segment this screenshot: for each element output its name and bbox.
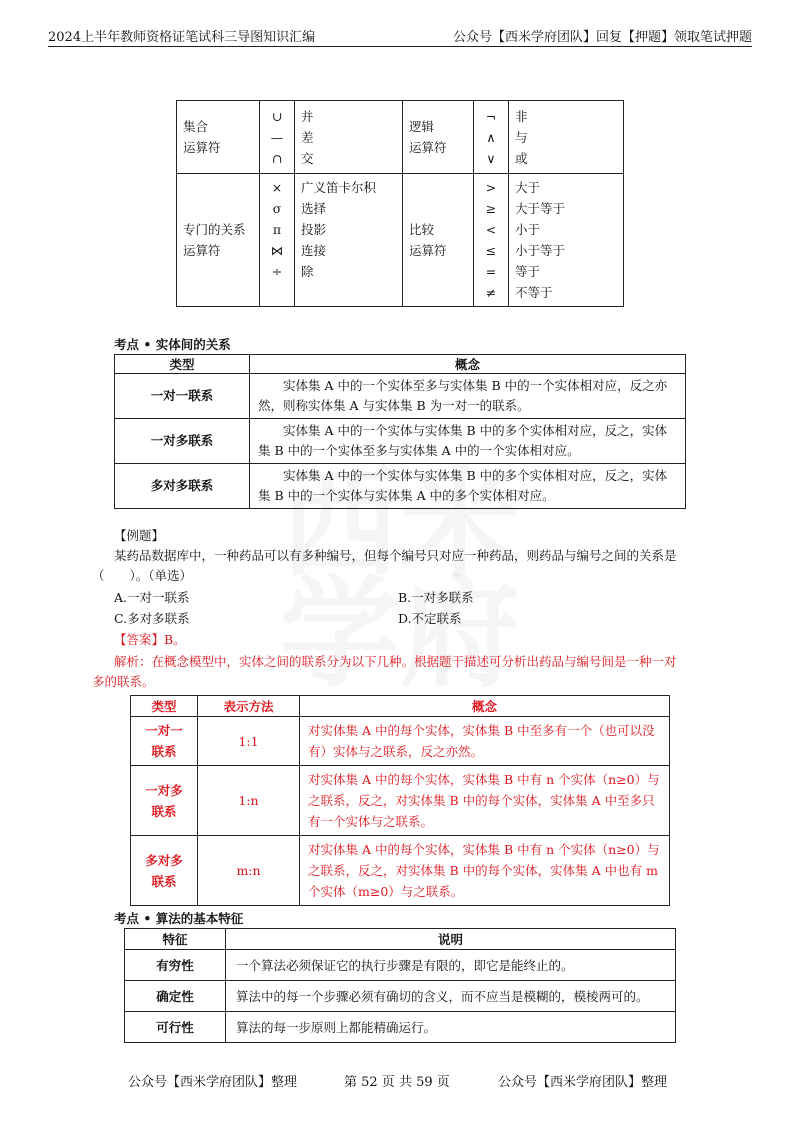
option-c: C.多对多联系 xyxy=(114,611,190,626)
option-a: A.一对一联系 xyxy=(114,590,190,605)
table-header: 类型 表示方法 概念 xyxy=(131,696,670,717)
table-header: 特征 说明 xyxy=(125,929,676,950)
logic-operator-symbols: ¬ ∧ ∨ xyxy=(474,101,509,174)
page-number: 第 52 页 共 59 页 xyxy=(344,1075,450,1090)
relation-operator-label: 专门的关系 运算符 xyxy=(177,174,260,307)
logic-operator-meanings: 非 与 或 xyxy=(509,101,624,174)
footer-right: 公众号【西米学府团队】整理 xyxy=(498,1075,668,1090)
relation-operator-symbols: × σ π ⋈ ÷ xyxy=(260,174,295,307)
page-header xyxy=(48,22,752,47)
table-row: 一对一 联系 1:1 对实体集 A 中的每个实体，实体集 B 中至多有一个（也可以没有）实体与之联系，反之亦然。 xyxy=(131,717,670,766)
logic-operator-label: 逻辑 运算符 xyxy=(403,101,474,174)
answer-text: 【答案】B。 xyxy=(114,632,186,647)
table-header: 类型 概念 xyxy=(115,355,686,374)
option-b: B.一对多联系 xyxy=(398,590,474,605)
operator-table xyxy=(176,100,624,307)
question-text: 某药品数据库中，一种药品可以有多种编号，但每个编号只对应一种药品，则药品与编号之间的关系是 xyxy=(114,548,677,563)
header-title: 2024上半年教师资格证笔试科三导图知识汇编 xyxy=(48,30,316,45)
table-row: 一对多 联系 1:n 对实体集 A 中的每个实体，实体集 B 中有 n 个实体（n≥0）与之联系，反之，对实体集 B 中的每个实体，实体集 A 中至多只有一个实体与之联系。 xyxy=(131,766,670,836)
table-row: 一对多联系 实体集 A 中的一个实体与实体集 B 中的多个实体相对应，反之，实体集 B 中的一个实体至多与实体集 A 中的一个实体相对应。 xyxy=(115,419,686,464)
entity-relation-table xyxy=(114,354,686,509)
analysis-text-cont: 多的联系。 xyxy=(92,674,155,689)
relation-operator-meanings: 广义笛卡尔积 选择 投影 连接 除 xyxy=(295,174,403,307)
set-operator-label: 集合 运算符 xyxy=(177,101,260,174)
set-operator-symbols: ∪ — ∩ xyxy=(260,101,295,174)
table-row: 确定性 算法中的每一个步骤必须有确切的含义，而不应当是模糊的，模棱两可的。 xyxy=(125,981,676,1012)
table-row xyxy=(177,174,624,307)
analysis-text: 解析：在概念模型中，实体之间的联系分为以下几种。根据题干描述可分析出药品与编号间是一种一对 xyxy=(114,654,677,669)
compare-operator-meanings: 大于 大于等于 小于 小于等于 等于 不等于 xyxy=(509,174,624,307)
table-row: 多对多联系 实体集 A 中的一个实体与实体集 B 中的多个实体相对应，反之，实体集 B 中的一个实体与实体集 A 中的多个实体相对应。 xyxy=(115,464,686,509)
table-row: 多对多 联系 m:n 对实体集 A 中的每个实体，实体集 B 中有 n 个实体（n≥0）与之联系，反之，对实体集 B 中的每个实体，实体集 A 中也有 m 个实体（m≥0）与之联系。 xyxy=(131,836,670,906)
table-row: 可行性 算法的每一步原则上都能精确运行。 xyxy=(125,1012,676,1043)
footer-left: 公众号【西米学府团队】整理 xyxy=(128,1075,298,1090)
table-row: 有穷性 一个算法必须保证它的执行步骤是有限的，即它是能终止的。 xyxy=(125,950,676,981)
question-text-cont: （ ）。（单选） xyxy=(92,568,193,583)
compare-operator-symbols: > ≥ < ≤ = ≠ xyxy=(474,174,509,307)
algorithm-feature-table xyxy=(124,928,676,1043)
table-row: 一对一联系 实体集 A 中的一个实体至多与实体集 B 中的一个实体相对应，反之亦然，则称实体集 A 与实体集 B 为一对一的联系。 xyxy=(115,374,686,419)
table-row xyxy=(177,101,624,174)
example-label: 【例题】 xyxy=(114,528,165,543)
header-promo: 公众号【西米学府团队】回复【押题】领取笔试押题 xyxy=(452,30,752,45)
section-title: 考点 • 算法的基本特征 xyxy=(114,911,244,926)
set-operator-meanings: 并 差 交 xyxy=(295,101,403,174)
option-d: D.不定联系 xyxy=(398,611,462,626)
analysis-table xyxy=(130,695,670,906)
compare-operator-label: 比较 运算符 xyxy=(403,174,474,307)
section-title: 考点 • 实体间的关系 xyxy=(114,337,231,352)
